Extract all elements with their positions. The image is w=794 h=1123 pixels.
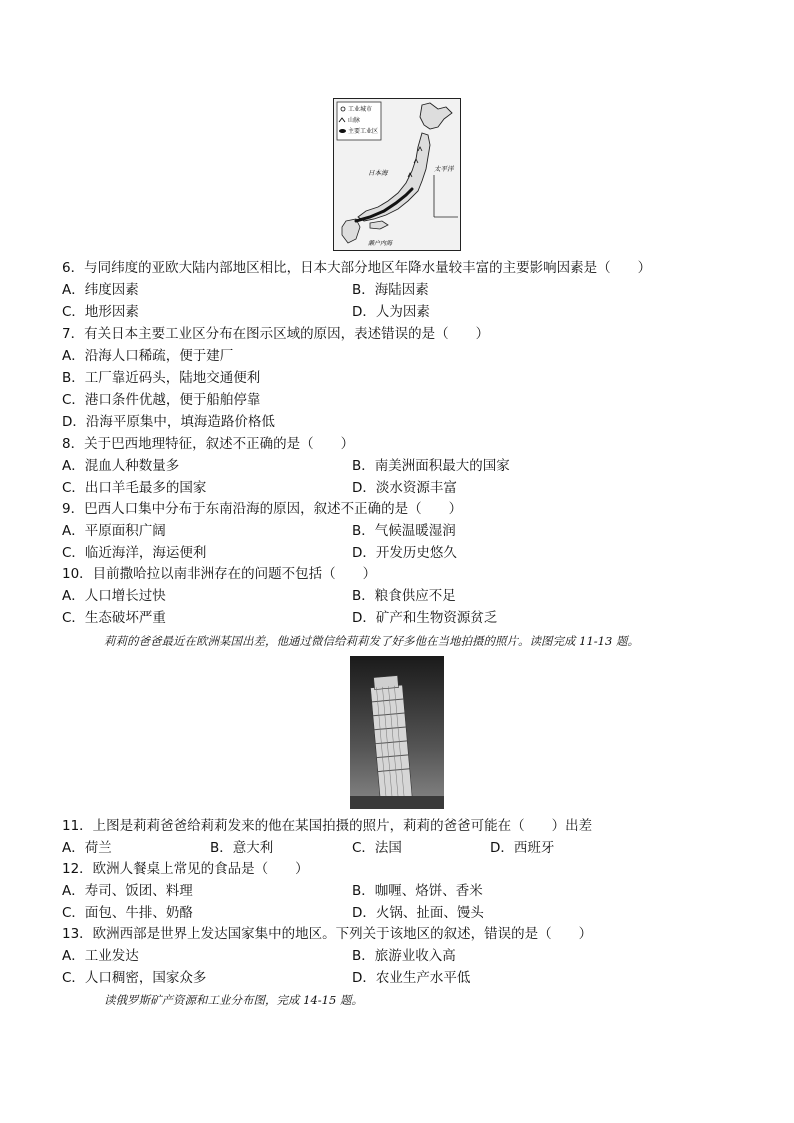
industry-area-legend-icon: [339, 129, 346, 133]
question-11-option-c: C．法国: [352, 840, 402, 856]
question-12-option-d: D．火锅、扯面、馒头: [352, 905, 484, 921]
question-7-stem: 7．有关日本主要工业区分布在图示区域的原因，表述错误的是（ ）: [62, 326, 490, 342]
question-11-stem: 11．上图是莉莉爸爸给莉莉发来的他在某国拍摄的照片，莉莉的爸爸可能在（ ）出差: [62, 818, 593, 834]
pacific-label: 太平洋: [434, 165, 454, 173]
question-6-option-b: B．海陆因素: [352, 282, 429, 298]
question-7-option-d: D．沿海平原集中，填海造路价格低: [62, 414, 275, 430]
question-12-option-b: B．咖喱、烙饼、香米: [352, 883, 483, 899]
question-9-option-a: A．平原面积广阔: [62, 523, 166, 539]
question-6-option-d: D．人为因素: [352, 304, 430, 320]
tower-photo-svg: [350, 656, 444, 809]
question-7-option-b: B．工厂靠近码头，陆地交通便利: [62, 370, 261, 386]
question-7-option-c: C．港口条件优越，便于船舶停靠: [62, 392, 261, 408]
question-13-option-b: B．旅游业收入高: [352, 948, 456, 964]
question-10-option-c: C．生态破坏严重: [62, 610, 166, 626]
sea-of-japan-label: 日本海: [368, 169, 388, 177]
question-10-stem: 10．目前撒哈拉以南非洲存在的问题不包括（ ）: [62, 566, 377, 582]
question-6-stem: 6．与同纬度的亚欧大陆内部地区相比，日本大部分地区年降水量较丰富的主要影响因素是（ ）: [62, 260, 652, 276]
intro-11-13: 莉莉的爸爸最近在欧洲某国出差，他通过微信给莉莉发了好多他在当地拍摄的照片。读图完成 11-13 题。: [104, 634, 639, 648]
japan-industry-map: [333, 98, 461, 251]
question-11-option-a: A．荷兰: [62, 840, 112, 856]
ground: [350, 796, 444, 809]
leaning-tower-photo: [350, 656, 444, 809]
question-9-option-c: C．临近海洋，海运便利: [62, 545, 207, 561]
question-7-option-a: A．沿海人口稀疏，便于建厂: [62, 348, 234, 364]
inland-sea-label: 濑户内海: [368, 240, 393, 247]
question-8-stem: 8．关于巴西地理特征，叙述不正确的是（ ）: [62, 436, 355, 452]
question-6-option-c: C．地形因素: [62, 304, 139, 320]
question-13-stem: 13．欧洲西部是世界上发达国家集中的地区。下列关于该地区的叙述，错误的是（ ）: [62, 926, 593, 942]
question-9-option-d: D．开发历史悠久: [352, 545, 457, 561]
question-8-option-d: D．淡水资源丰富: [352, 480, 457, 496]
question-10-option-a: A．人口增长过快: [62, 588, 166, 604]
question-10-option-b: B．粮食供应不足: [352, 588, 456, 604]
question-9-option-b: B．气候温暖湿润: [352, 523, 456, 539]
question-8-option-c: C．出口羊毛最多的国家: [62, 480, 207, 496]
japan-map-svg: [334, 99, 461, 251]
intro-14-15: 读俄罗斯矿产资源和工业分布图，完成 14-15 题。: [104, 993, 363, 1007]
question-13-option-a: A．工业发达: [62, 948, 139, 964]
question-11-option-b: B．意大利: [210, 840, 274, 856]
question-12-option-a: A．寿司、饭团、料理: [62, 883, 193, 899]
question-12-stem: 12．欧洲人餐桌上常见的食品是（ ）: [62, 861, 309, 877]
question-6-option-a: A．纬度因素: [62, 282, 139, 298]
question-9-stem: 9．巴西人口集中分布于东南沿海的原因，叙述不正确的是（ ）: [62, 501, 463, 517]
question-10-option-d: D．矿产和生物资源贫乏: [352, 610, 498, 626]
question-12-option-c: C．面包、牛排、奶酪: [62, 905, 193, 921]
question-13-option-d: D．农业生产水平低: [352, 970, 471, 986]
question-11-option-d: D．西班牙: [490, 840, 555, 856]
question-13-option-c: C．人口稠密，国家众多: [62, 970, 207, 986]
legend-city: 工业城市: [348, 106, 373, 113]
legend-mountain: 山脉: [348, 117, 361, 124]
legend-industry: 主要工业区: [348, 128, 379, 135]
question-8-option-a: A．混血人种数量多: [62, 458, 180, 474]
question-8-option-b: B．南美洲面积最大的国家: [352, 458, 510, 474]
